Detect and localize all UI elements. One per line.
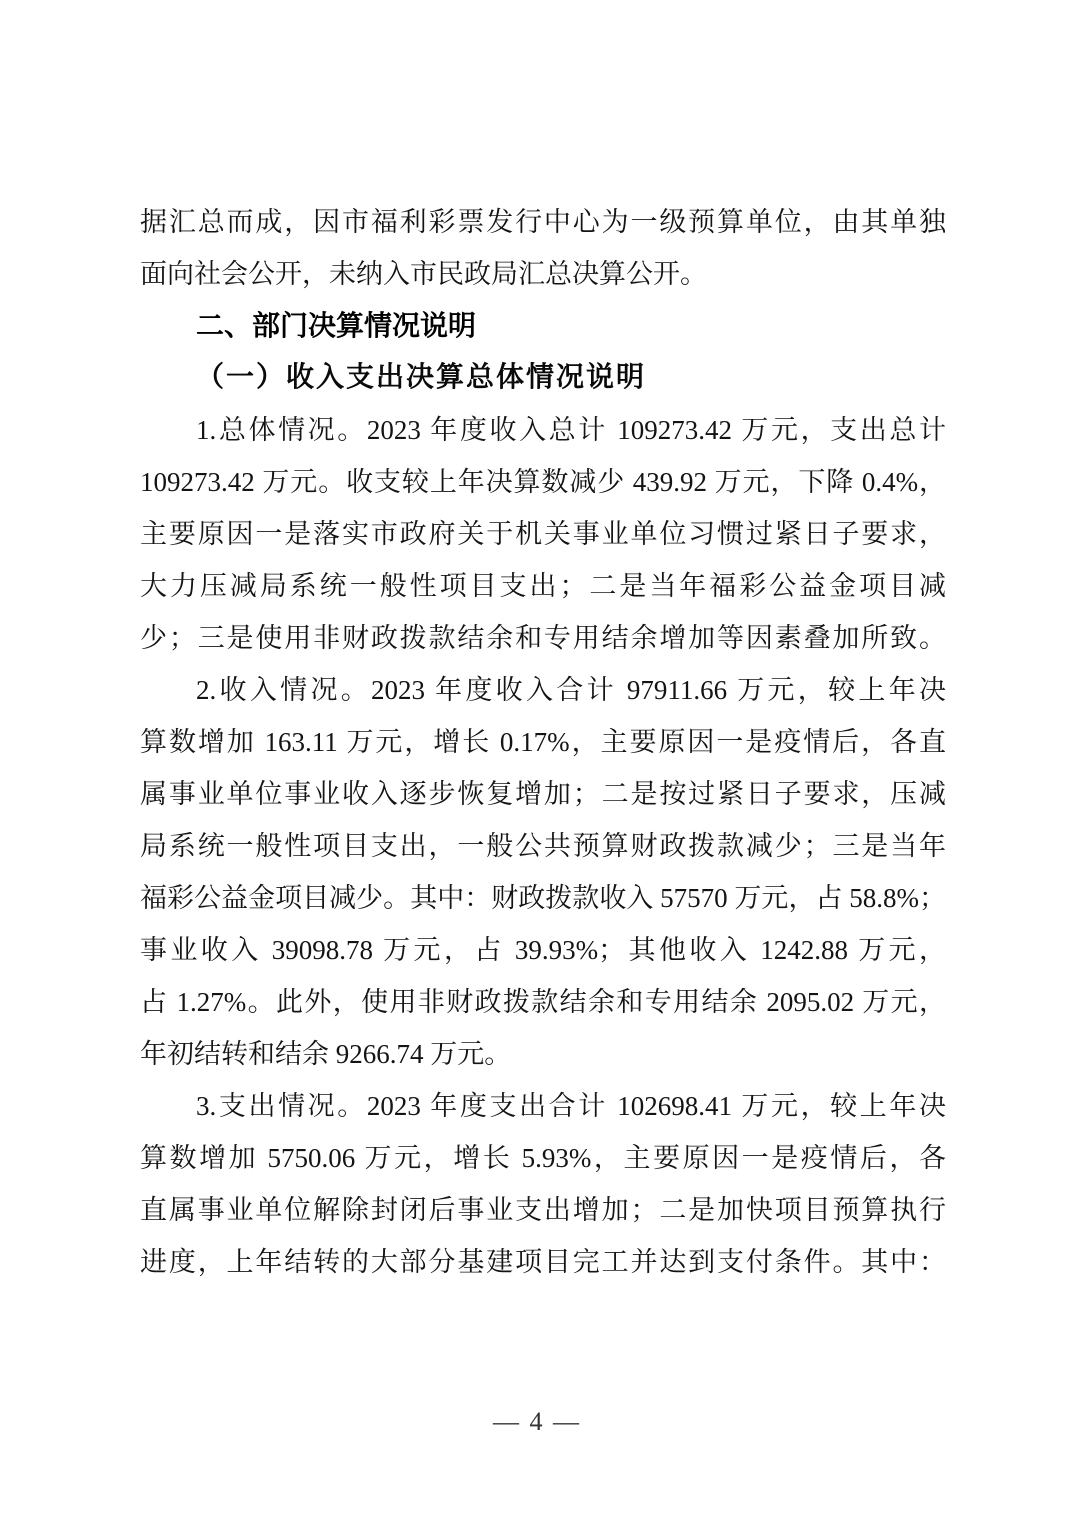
page-number: — 4 —: [493, 1407, 581, 1436]
text-line: 属事业单位事业收入逐步恢复增加；二是按过紧日子要求，压减: [140, 779, 946, 809]
text-line: 算数增加 163.11 万元，增长 0.17%，主要原因一是疫情后，各直: [140, 727, 946, 757]
text-line: 年初结转和结余 9266.74 万元。: [140, 1039, 512, 1069]
text-line: 1.总体情况。2023 年度收入总计 109273.42 万元，支出总计: [196, 415, 946, 445]
text-line: 算数增加 5750.06 万元，增长 5.93%，主要原因一是疫情后，各: [140, 1143, 946, 1173]
text-line: 2.收入情况。2023 年度收入合计 97911.66 万元，较上年决: [196, 675, 946, 705]
text-line: 109273.42 万元。收支较上年决算数减少 439.92 万元，下降 0.4%，: [140, 467, 946, 497]
text-line: 大力压减局系统一般性项目支出；二是当年福彩公益金项目减: [140, 571, 946, 601]
text-line: 据汇总而成，因市福利彩票发行中心为一级预算单位，由其单独: [140, 207, 946, 237]
text-line: 事业收入 39098.78 万元，占 39.93%；其他收入 1242.88 万元，: [140, 935, 946, 965]
text-line: 直属事业单位解除封闭后事业支出增加；二是加快项目预算执行: [140, 1195, 946, 1225]
text-line: 3.支出情况。2023 年度支出合计 102698.41 万元，较上年决: [196, 1091, 946, 1121]
text-line: 进度，上年结转的大部分基建项目完工并达到支付条件。其中：: [140, 1247, 946, 1277]
text-line: 占 1.27%。此外，使用非财政拨款结余和专用结余 2095.02 万元，: [140, 987, 946, 1017]
subsection-heading: （一）收入支出决算总体情况说明: [196, 362, 647, 393]
text-line: 面向社会公开，未纳入市民政局汇总决算公开。: [140, 259, 707, 289]
text-line: 福彩公益金项目减少。其中：财政拨款收入 57570 万元，占 58.8%；: [140, 883, 946, 913]
document-body: [140, 196, 946, 1288]
text-line: 局系统一般性项目支出，一般公共预算财政拨款减少；三是当年: [140, 831, 946, 861]
text-line: 少；三是使用非财政拨款结余和专用结余增加等因素叠加所致。: [140, 623, 946, 653]
section-heading: 二、部门决算情况说明: [196, 310, 477, 341]
text-line: 主要原因一是落实市政府关于机关事业单位习惯过紧日子要求，: [140, 519, 946, 549]
